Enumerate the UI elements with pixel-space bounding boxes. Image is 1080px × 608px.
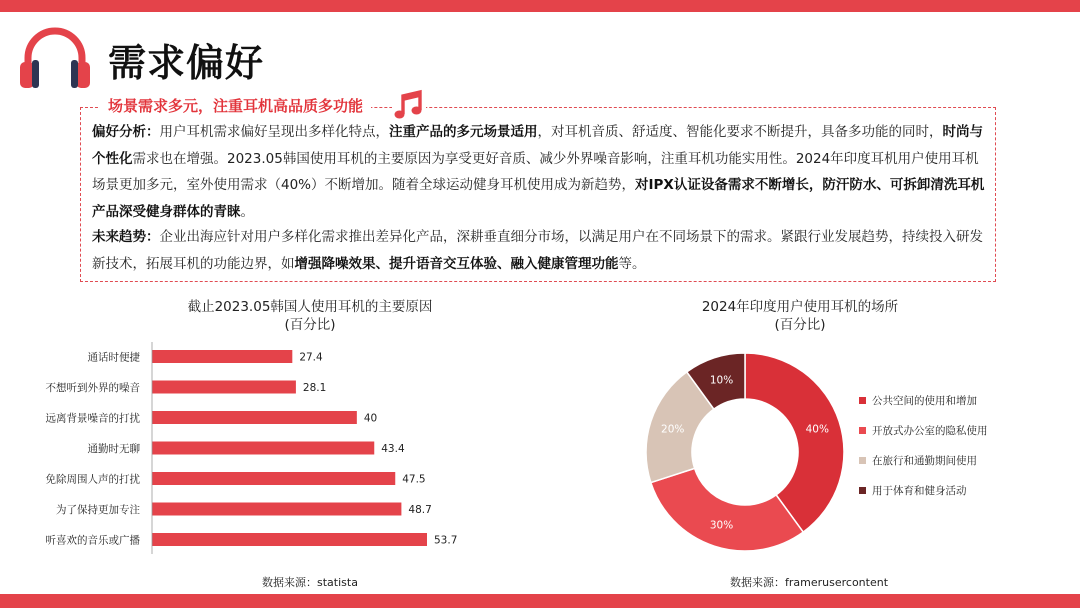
legend-swatch: [859, 427, 866, 434]
donut-chart: [630, 340, 1010, 570]
analysis-paragraph: [92, 119, 992, 225]
bar-chart-source: 数据来源：statista: [262, 576, 358, 589]
bold-run-6: 对IPX认证设备需求不断增长，防汗防水、可拆卸清洗耳机产品深受健身群体的青睐: [92, 177, 985, 220]
bar-chart-title: [180, 298, 440, 334]
bold-run-0: 偏好分析：: [92, 124, 160, 140]
bold-run-2: 增强降噪效果、提升语音交互体验、融入健康管理功能: [294, 255, 619, 272]
bar-chart-title-main: 截止2023.05韩国人使用耳机的主要原因: [187, 299, 433, 315]
headphone-icon: [18, 24, 92, 90]
bar-value-label: 27.4: [299, 351, 323, 364]
bold-run-0: 未来趋势：: [92, 229, 160, 245]
bar: [152, 472, 395, 485]
legend-swatch: [859, 457, 866, 464]
page-title: 需求偏好: [108, 41, 265, 85]
bar: [152, 533, 427, 546]
bar-value-label: 28.1: [302, 382, 327, 394]
legend-swatch: [859, 397, 866, 404]
text-run-3: 等。: [618, 255, 646, 272]
pie-chart-title-main: 2024年印度用户使用耳机的场所: [701, 299, 899, 315]
text-run-5: 需求也在增强。2023.05韩国使用耳机的主要原因为享受更好音质、减少外界噪音影响，注重耳机功能实用性。2024年印度耳机用户使用耳机场景更加多元，室外使用需求（40%）不断增加。随着全球运动健身耳机使用成为新趋势，: [92, 150, 979, 193]
bar-chart-title-unit: (百分比): [284, 317, 336, 333]
bar: [152, 411, 357, 424]
top-accent-bar: [0, 0, 1080, 12]
bar: [152, 503, 401, 516]
bold-run-2: 注重产品的多元场景适用: [389, 124, 538, 140]
music-note-icon: [392, 88, 426, 122]
bold-run-4: 时尚与个性化: [92, 124, 983, 167]
donut-slice-label: 30%: [709, 519, 734, 532]
bar: [152, 350, 292, 363]
legend-label: 公共空间的使用和增加: [872, 395, 977, 407]
bar-value-label: 47.5: [402, 473, 426, 486]
text-run-3: ，对耳机音质、舒适度、智能化要求不断提升，具备多功能的同时，: [537, 124, 943, 140]
donut-slice-label: 20%: [661, 423, 685, 436]
pie-chart-title: [670, 298, 930, 334]
bar: [152, 442, 374, 455]
trend-paragraph: [92, 224, 992, 277]
legend-swatch: [859, 487, 866, 494]
text-run-7: 。: [240, 203, 254, 220]
bottom-accent-bar: [0, 594, 1080, 608]
bar-category-label: 免除周围人声的打扰: [45, 473, 140, 486]
bar-value-label: 43.4: [381, 443, 405, 455]
bar-category-label: 通话时便捷: [87, 351, 140, 364]
bar-category-label: 听喜欢的音乐或广播: [45, 534, 140, 547]
bar: [152, 381, 296, 394]
legend-label: 用于体育和健身活动: [872, 485, 967, 497]
text-run-1: 企业出海应针对用户多样化需求推出差异化产品，深耕垂直细分市场，以满足用户在不同场景下的需求。紧跟行业发展趋势，持续投入研发新技术，拓展耳机的功能边界，如: [92, 229, 983, 272]
bar-value-label: 48.7: [408, 504, 432, 516]
legend-label: 开放式办公室的隐私使用: [872, 425, 988, 437]
bar-value-label: 40: [363, 412, 378, 425]
donut-slice-label: 10%: [709, 374, 734, 387]
bar-category-label: 通勤时无聊: [87, 443, 140, 455]
bar-category-label: 为了保持更加专注: [56, 504, 140, 516]
bar-chart: [45, 335, 580, 560]
bar-category-label: 不想听到外界的噪音: [45, 382, 140, 394]
legend-label: 在旅行和通勤期间使用: [872, 455, 977, 467]
pie-chart-title-unit: (百分比): [774, 317, 826, 333]
bar-value-label: 53.7: [434, 534, 458, 547]
pie-chart-source: 数据来源：framerusercontent: [730, 576, 889, 589]
donut-slice-label: 40%: [805, 423, 829, 436]
donut-slice: [651, 468, 803, 551]
box-subtitle: 场景需求多元，注重耳机高品质多功能: [100, 95, 371, 117]
bar-category-label: 远离背景噪音的打扰: [45, 412, 140, 425]
text-run-1: 用户耳机需求偏好呈现出多样化特点，: [159, 124, 389, 140]
